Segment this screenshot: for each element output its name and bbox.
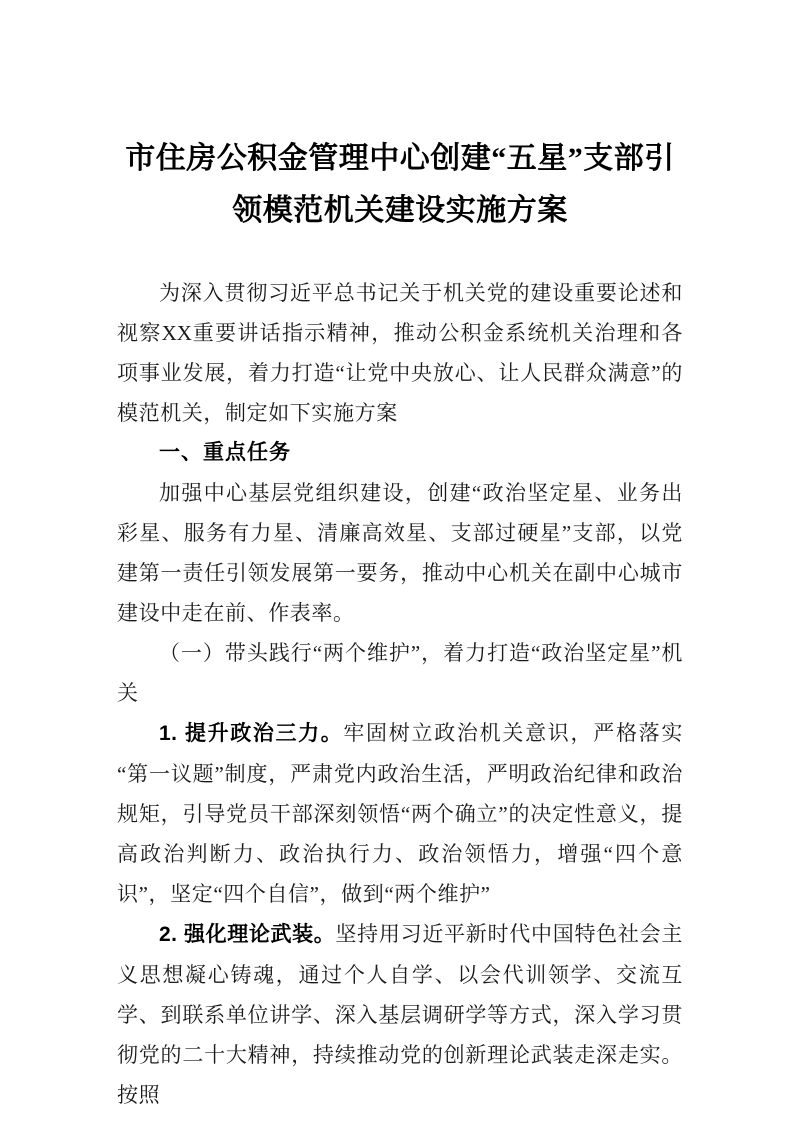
paragraph-item-2 <box>117 914 683 1115</box>
item-2-text: 坚持用习近平新时代中国特色社会主义思想凝心铸魂，通过个人自学、以会代训领学、交流互学、到联系单位讲学、深入基层调研学等方式，深入学习贯彻党的二十大精神，持续推动党的创新理论武装走深走实。按照 <box>117 922 683 1107</box>
intro-text-after-latin: 重要讲话指示精神，推动公积金系统机关治理和各项事业发展，着力打造“让党中央放心、让人民群众满意”的模范机关，制定如下实施方案 <box>117 321 683 425</box>
item-1-lead: 1. 提升政治三力。 <box>159 722 344 745</box>
document-title-line-2: 领模范机关建设实施方案 <box>232 194 568 227</box>
section-heading-1: 一、重点任务 <box>159 441 291 464</box>
document-body <box>117 273 683 1115</box>
item-2-lead: 2. 强化理论武装。 <box>159 923 336 946</box>
item-1-text: 牢固树立政治机关意识，严格落实“第一议题”制度，严肃党内政治生活，严明政治纪律和政治规矩，引导党员干部深刻领悟“两个确立”的决定性意义，提高政治判断力、政治执行力、政治领悟力，增强“四个意识”，坚定“四个自信”，做到“两个维护” <box>117 721 683 906</box>
document-content <box>117 0 683 1115</box>
paragraph-section-1-body: 加强中心基层党组织建设，创建“政治坚定星、业务出彩星、服务有力星、清廉高效星、支部过硬星”支部，以党建第一责任引领发展第一要务，推动中心机关在副中心城市建设中走在前、作表率。 <box>117 481 683 625</box>
paragraph-intro <box>117 273 683 433</box>
paragraph-subsection-1: （一）带头践行“两个维护”，着力打造“政治坚定星”机关 <box>117 641 683 705</box>
paragraph-item-1 <box>117 713 683 914</box>
intro-latin-placeholder: XX <box>161 321 192 345</box>
intro-text-before-latin: 为深入贯彻习近平总书记关于机关党的建设重要论述和视察 <box>117 281 683 345</box>
document-title-line-1: 市住房公积金管理中心创建“五星”支部引 <box>125 142 675 175</box>
document-title <box>117 0 683 237</box>
